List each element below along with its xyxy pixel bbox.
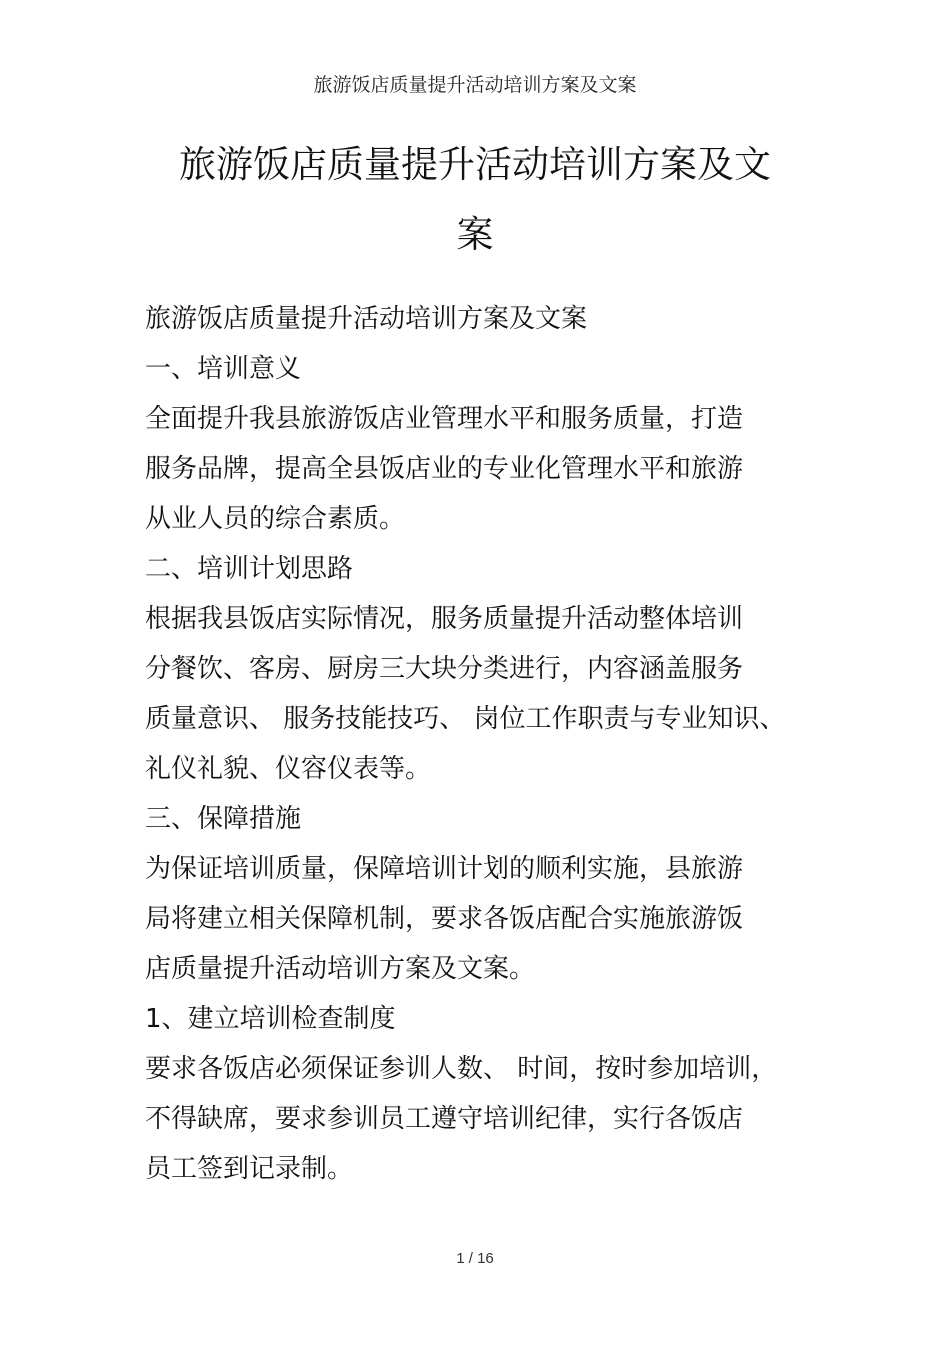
paragraph-line: 要求各饭店必须保证参训人数、 时间，按时参加培训， [145,1054,778,1084]
paragraph-line: 从业人员的综合素质。 [145,504,406,534]
running-header: 旅游饭店质量提升活动培训方案及文案 [313,74,637,96]
paragraph-line: 根据我县饭店实际情况，服务质量提升活动整体培训 [145,604,744,634]
page-number: 1 / 16 [456,1250,494,1267]
subsection-heading-1: 1、建立培训检查制度 [145,1004,396,1034]
paragraph-line: 质量意识、 服务技能技巧、 岗位工作职责与专业知识、 [145,704,786,734]
section-heading-3: 三、保障措施 [145,804,302,834]
paragraph-line: 店质量提升活动培训方案及文案。 [145,954,536,984]
paragraph-line: 局将建立相关保障机制，要求各饭店配合实施旅游饭 [145,904,744,934]
section-heading-1: 一、培训意义 [145,354,302,384]
paragraph-line: 礼仪礼貌、仪容仪表等。 [145,754,432,784]
document-body [145,294,825,1194]
title-line-1: 旅游饭店质量提升活动培训方案及文 [179,143,771,186]
document-title [140,130,810,270]
paragraph-line: 分餐饮、客房、厨房三大块分类进行，内容涵盖服务 [145,654,744,684]
subtitle-line: 旅游饭店质量提升活动培训方案及文案 [145,304,588,334]
paragraph-line: 为保证培训质量，保障培训计划的顺利实施，县旅游 [145,854,744,884]
section-heading-2: 二、培训计划思路 [145,554,354,584]
paragraph-line: 服务品牌，提高全县饭店业的专业化管理水平和旅游 [145,454,744,484]
paragraph-line: 全面提升我县旅游饭店业管理水平和服务质量，打造 [145,404,744,434]
paragraph-line: 员工签到记录制。 [145,1154,354,1184]
title-line-2: 案 [456,213,494,256]
paragraph-line: 不得缺席，要求参训员工遵守培训纪律，实行各饭店 [145,1104,744,1134]
